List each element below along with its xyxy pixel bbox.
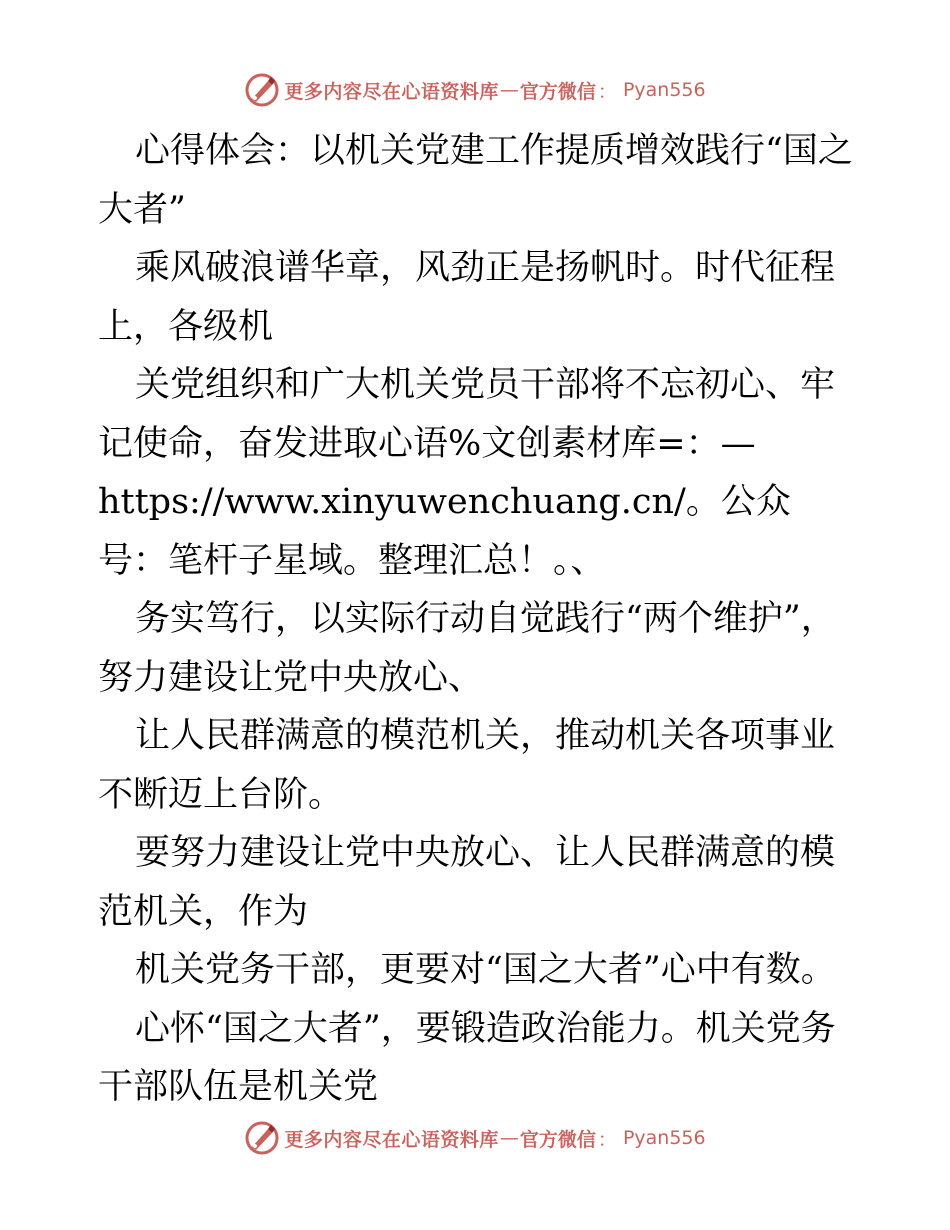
paragraph: 关党组织和广大机关党员干部将不忘初心、牢记使命，奋发进取心语%文创素材库=：—https://www.xinyuwenchuang.cn/。公众号：笔杆子星域。整理汇总！。、 xyxy=(98,365,836,581)
header-separator: ： xyxy=(597,80,617,103)
header-wechat-id: Pyan556 xyxy=(622,79,706,101)
footer-watermark xyxy=(0,1118,950,1158)
pen-logo-icon xyxy=(244,1120,280,1156)
paragraph-title: 心得体会：以机关党建工作提质增效践行“国之大者” xyxy=(98,131,853,230)
footer-wechat-label: 官方微信 xyxy=(519,1128,596,1151)
header-dash: — xyxy=(499,79,519,101)
paragraph: 心怀“国之大者”，要锻造政治能力。机关党务干部队伍是机关党 xyxy=(98,1008,836,1107)
paragraph: 让人民群满意的模范机关，推动机关各项事业不断迈上台阶。 xyxy=(98,716,836,815)
pen-logo-icon xyxy=(244,72,280,108)
footer-dash: — xyxy=(499,1127,519,1149)
footer-wechat-id: Pyan556 xyxy=(622,1127,706,1149)
paragraph: 务实笃行，以实际行动自觉践行“两个维护”，努力建设让党中央放心、 xyxy=(98,599,836,698)
header-brand-text: 更多内容尽在心语资料库 xyxy=(284,80,499,103)
paragraph: 要努力建设让党中央放心、让人民群满意的模范机关，作为 xyxy=(98,833,836,932)
paragraph: 机关党务干部，更要对“国之大者”心中有数。 xyxy=(135,950,836,990)
header-watermark xyxy=(0,70,950,110)
footer-separator: ： xyxy=(597,1128,617,1151)
document-body xyxy=(98,122,858,1117)
header-wechat-label: 官方微信 xyxy=(519,80,596,103)
footer-brand-text: 更多内容尽在心语资料库 xyxy=(284,1128,499,1151)
paragraph: 乘风破浪谱华章，风劲正是扬帆时。时代征程上，各级机 xyxy=(98,248,836,347)
